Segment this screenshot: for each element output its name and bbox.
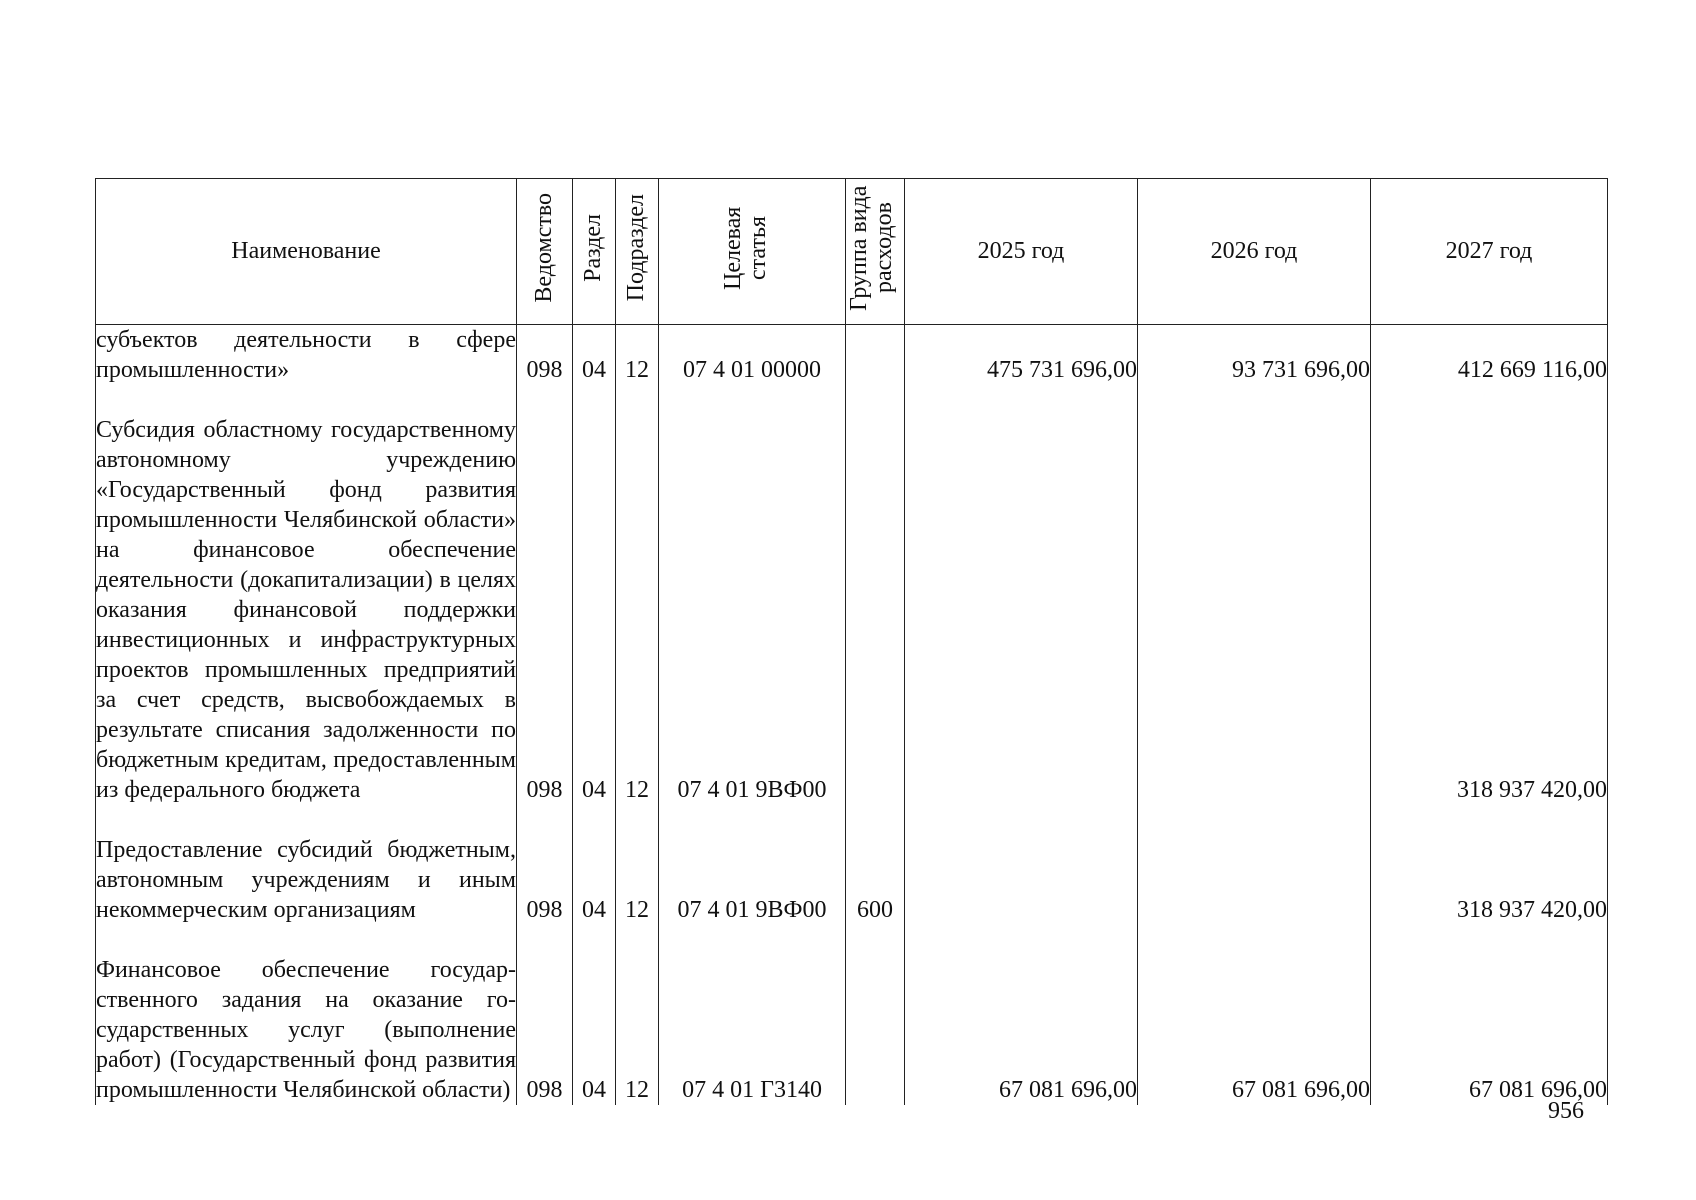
header-podrazdel: Подраздел — [616, 179, 659, 325]
header-gruppa: Группа вида расходов — [846, 179, 905, 325]
row-razdel: 04 — [573, 925, 616, 1105]
row-vedomstvo: 098 — [517, 925, 573, 1105]
table-row — [96, 805, 1608, 925]
row-2025 — [905, 805, 1138, 925]
row-gruppa — [846, 925, 905, 1105]
row-vedomstvo: 098 — [517, 805, 573, 925]
row-2026 — [1138, 805, 1371, 925]
header-2025: 2025 год — [905, 179, 1138, 325]
table-row — [96, 385, 1608, 805]
row-2025: 67 081 696,00 — [905, 925, 1138, 1105]
row-name: Предоставление субсидий бюджетным, автономным учреждениям и иным некоммерческим организациям — [96, 805, 517, 925]
row-podrazdel: 12 — [616, 385, 659, 805]
budget-table — [95, 178, 1608, 1105]
table-row — [96, 325, 1608, 386]
row-2027: 67 081 696,00 — [1371, 925, 1608, 1105]
row-name: субъектов деятельности в сфере промышленности» — [96, 325, 517, 386]
header-vedomstvo: Ведомство — [517, 179, 573, 325]
row-podrazdel: 12 — [616, 805, 659, 925]
table-row — [96, 925, 1608, 1105]
row-celevaya: 07 4 01 Г3140 — [659, 925, 846, 1105]
header-2026: 2026 год — [1138, 179, 1371, 325]
row-vedomstvo: 098 — [517, 385, 573, 805]
row-celevaya: 07 4 01 9ВФ00 — [659, 805, 846, 925]
row-razdel: 04 — [573, 385, 616, 805]
row-name: Финансовое обеспечение государственного задания на оказание государственных услуг (выполнение работ) (Государственный фонд развития промышленности Челябинской области) — [96, 925, 517, 1105]
row-2026: 67 081 696,00 — [1138, 925, 1371, 1105]
row-2025 — [905, 385, 1138, 805]
row-2027: 412 669 116,00 — [1371, 325, 1608, 386]
row-2027: 318 937 420,00 — [1371, 385, 1608, 805]
row-vedomstvo: 098 — [517, 325, 573, 386]
row-gruppa: 600 — [846, 805, 905, 925]
row-2027: 318 937 420,00 — [1371, 805, 1608, 925]
header-razdel: Раздел — [573, 179, 616, 325]
row-razdel: 04 — [573, 325, 616, 386]
row-name: Субсидия областному государственному автономному учреждению «Государственный фонд развития промышленности Челябинской области» на финансовое обеспечение деятельности (докапитализации) в целях оказания финансовой поддержки инвестиционных и инфраструктурных проектов промышленных предприятий за счет средств, высвобождаемых в результате списания задолженности по бюджетным кредитам, предоставленным из федерального бюджета — [96, 385, 517, 805]
row-2026: 93 731 696,00 — [1138, 325, 1371, 386]
header-2027: 2027 год — [1371, 179, 1608, 325]
row-2026 — [1138, 385, 1371, 805]
row-gruppa — [846, 385, 905, 805]
row-razdel: 04 — [573, 805, 616, 925]
page-number: 956 — [1548, 1098, 1584, 1124]
row-gruppa — [846, 325, 905, 386]
header-name: Наименование — [96, 179, 517, 325]
row-podrazdel: 12 — [616, 925, 659, 1105]
row-celevaya: 07 4 01 00000 — [659, 325, 846, 386]
header-row — [96, 179, 1608, 325]
header-celevaya: Целевая статья — [659, 179, 846, 325]
row-celevaya: 07 4 01 9ВФ00 — [659, 385, 846, 805]
row-podrazdel: 12 — [616, 325, 659, 386]
row-2025: 475 731 696,00 — [905, 325, 1138, 386]
